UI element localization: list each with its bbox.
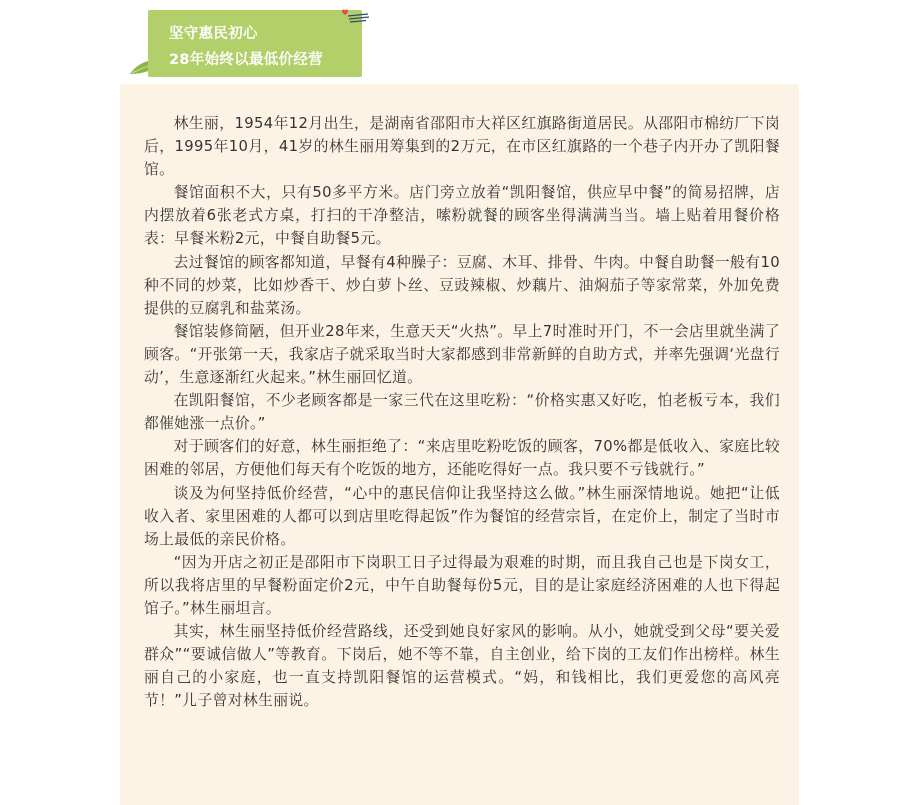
section-title-line1: 坚守惠民初心 <box>169 26 258 42</box>
paragraph: 餐馆面积不大，只有50多平方米。店门旁立放着“凯阳餐馆，供应早中餐”的简易招牌，店内摆放着6张老式方桌，打扫的干净整洁，嗦粉就餐的顾客坐得满满当当。墙上贴着用餐价格表：早餐米粉2元，中餐自助餐5元。 <box>144 184 780 248</box>
paragraph: 去过餐馆的顾客都知道，早餐有4种臊子：豆腐、木耳、排骨、牛肉。中餐自助餐一般有10种不同的炒菜，比如炒香干、炒白萝卜丝、豆豉辣椒、炒藕片、油焖茄子等家常菜，外加免费提供的豆腐乳和盐菜汤。 <box>144 253 780 317</box>
paragraph: 餐馆装修简陋，但开业28年来，生意天天“火热”。早上7时准时开门，不一会店里就坐满了顾客。“开张第一天，我家店子就采取当时大家都感到非常新鲜的自助方式，并率先强调‘光盘行动’，生意逐渐红火起来。”林生丽回忆道。 <box>144 322 780 387</box>
heart-notes-icon <box>336 6 370 26</box>
paragraph: 其实，林生丽坚持低价经营路线，还受到她良好家风的影响。从小，她就受到父母“要关爱群众”“要诚信做人”等教育。下岗后，她不等不靠，自主创业，给下岗的工友们作出榜样。林生丽自己的小家庭，也一直支持凯阳餐馆的运营模式。“妈，和钱相比，我们更爱您的高风亮节！”儿子曾对林生丽说。 <box>144 623 780 710</box>
paragraph: 林生丽，1954年12月出生，是湖南省邵阳市大祥区红旗路街道居民。从邵阳市棉纺厂下岗后，1995年10月，41岁的林生丽用筹集到的2万元，在市区红旗路的一个巷子内开办了凯阳餐馆。 <box>144 115 780 179</box>
paragraph: 对于顾客们的好意，林生丽拒绝了：“来店里吃粉吃饭的顾客，70%都是低收入、家庭比较困难的邻居，方便他们每天有个吃饭的地方，还能吃得好一点。我只要不亏钱就行。” <box>144 438 780 479</box>
paragraph: “因为开店之初正是邵阳市下岗职工日子过得最为艰难的时期，而且我自己也是下岗女工，所以我将店里的早餐粉面定价2元，中午自助餐每份5元，目的是让家庭经济困难的人也下得起馆子。”林生丽坦言。 <box>144 553 780 617</box>
section-header-badge <box>148 10 362 77</box>
article-body <box>144 112 780 712</box>
section-title-line2: 28年始终以最低价经营 <box>169 52 323 68</box>
paragraph: 在凯阳餐馆，不少老顾客都是一家三代在这里吃粉：“价格实惠又好吃，怕老板亏本，我们都催她涨一点价。” <box>144 392 780 433</box>
paragraph: 谈及为何坚持低价经营，“心中的惠民信仰让我坚持这么做。”林生丽深情地说。她把“让低收入者、家里困难的人都可以到店里吃得起饭”作为餐馆的经营宗旨，在定价上，制定了当时市场上最低的亲民价格。 <box>144 484 780 548</box>
